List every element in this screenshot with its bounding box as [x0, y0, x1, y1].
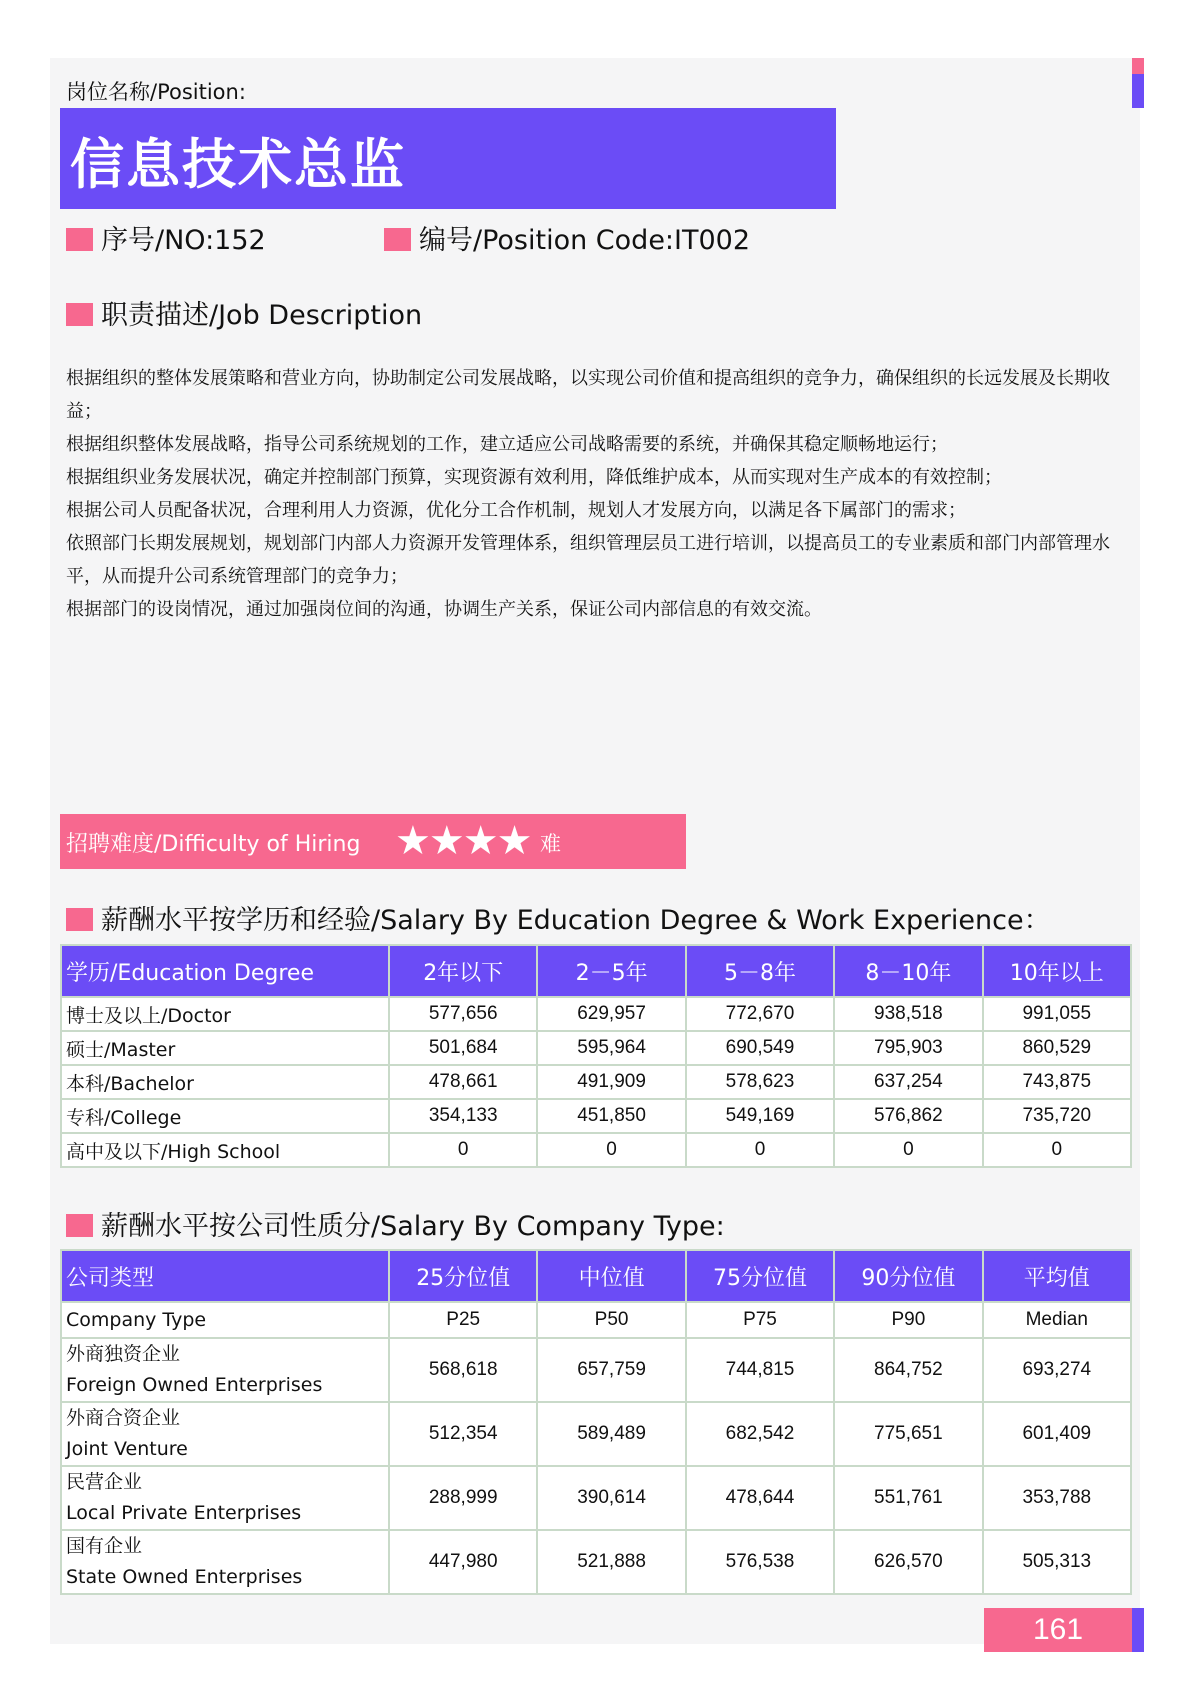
table-cell: P90: [834, 1302, 982, 1338]
table-cell: 501,684: [389, 1031, 537, 1065]
table-cell: Company Type: [61, 1302, 389, 1338]
description-line: 根据部门的设岗情况，通过加强岗位间的沟通，协调生产关系，保证公司内部信息的有效交流。: [66, 599, 822, 620]
table-header-cell: 10年以上: [983, 945, 1131, 997]
description-line: 根据组织的整体发展策略和营业方向，协助制定公司发展战略，以实现公司价值和提高组织的竞争力，确保组织的长远发展及长期收益；: [66, 368, 1110, 422]
position-code: [384, 218, 750, 257]
table-cell: 354,133: [389, 1099, 537, 1133]
salary-company-heading-text: 薪酬水平按公司性质分/Salary By Company Type:: [101, 1211, 725, 1242]
table-cell: 390,614: [537, 1466, 685, 1530]
table-cell: Median: [983, 1302, 1131, 1338]
table-cell: 551,761: [834, 1466, 982, 1530]
table-cell: 0: [983, 1133, 1131, 1167]
table-cell: 512,354: [389, 1402, 537, 1466]
job-description-heading: [66, 293, 422, 332]
description-line: 根据组织业务发展状况，确定并控制部门预算，实现资源有效利用，降低维护成本，从而实现对生产成本的有效控制；: [66, 467, 1002, 488]
table-cell: 693,274: [983, 1338, 1131, 1402]
company-type-en: Joint Venture: [66, 1438, 188, 1460]
table-cell: 991,055: [983, 997, 1131, 1031]
company-type-cell: [61, 1402, 389, 1466]
table-cell: 577,656: [389, 997, 537, 1031]
table-cell: 447,980: [389, 1530, 537, 1594]
table-cell: 本科/Bachelor: [61, 1065, 389, 1099]
position-number: [66, 218, 266, 257]
table-cell: 795,903: [834, 1031, 982, 1065]
table-cell: 549,169: [686, 1099, 834, 1133]
table-cell: P25: [389, 1302, 537, 1338]
table-row: [61, 1402, 1131, 1466]
company-type-en: State Owned Enterprises: [66, 1566, 303, 1588]
corner-accent-pink: [1132, 58, 1144, 74]
table-row: [61, 1031, 1131, 1065]
position-code-text: 编号/Position Code:IT002: [419, 225, 751, 256]
table-cell: 744,815: [686, 1338, 834, 1402]
table-cell: 775,651: [834, 1402, 982, 1466]
hiring-difficulty-word: 难: [540, 832, 561, 856]
table-cell: 601,409: [983, 1402, 1131, 1466]
job-description-heading-text: 职责描述/Job Description: [101, 300, 423, 331]
title-banner: [60, 108, 836, 209]
table-cell: 576,538: [686, 1530, 834, 1594]
page-number: 161: [1032, 1613, 1084, 1646]
salary-education-table: [60, 944, 1132, 1168]
page-number-accent: [1132, 1608, 1144, 1652]
description-line: 依照部门长期发展规划，规划部门内部人力资源开发管理体系，组织管理层员工进行培训，以提高员工的专业素质和部门内部管理水平，从而提升公司系统管理部门的竞争力；: [66, 533, 1110, 587]
salary-education-heading-text: 薪酬水平按学历和经验/Salary By Education Degree & Work Experience：: [101, 905, 1051, 936]
company-type-cell: [61, 1530, 389, 1594]
table-row: [61, 997, 1131, 1031]
table-cell: 521,888: [537, 1530, 685, 1594]
table-header-cell: 90分位值: [834, 1250, 982, 1302]
corner-accent-purple: [1132, 74, 1144, 108]
table-header-row: [61, 945, 1131, 997]
table-cell: 568,618: [389, 1338, 537, 1402]
table-cell: 高中及以下/High School: [61, 1133, 389, 1167]
table-cell: 657,759: [537, 1338, 685, 1402]
position-label: 岗位名称/Position:: [66, 80, 246, 104]
hiring-difficulty-bar: [60, 814, 686, 869]
table-row: [61, 1466, 1131, 1530]
table-cell: 451,850: [537, 1099, 685, 1133]
bullet-square: [66, 228, 93, 251]
page-number-box: [984, 1608, 1134, 1652]
bullet-square: [384, 228, 411, 251]
table-header-cell: 5－8年: [686, 945, 834, 997]
salary-company-table: [60, 1249, 1132, 1595]
bullet-square: [66, 1214, 93, 1237]
table-header-cell: 2年以下: [389, 945, 537, 997]
table-cell: 576,862: [834, 1099, 982, 1133]
table-cell: 735,720: [983, 1099, 1131, 1133]
table-cell: P50: [537, 1302, 685, 1338]
position-number-text: 序号/NO:152: [101, 225, 266, 256]
job-description-body: [66, 362, 1136, 626]
table-row: [61, 1065, 1131, 1099]
table-cell: P75: [686, 1302, 834, 1338]
table-header-cell: 学历/Education Degree: [61, 945, 389, 997]
company-type-cn: 外商合资企业: [66, 1407, 181, 1429]
table-cell: 637,254: [834, 1065, 982, 1099]
description-line: 根据组织整体发展战略，指导公司系统规划的工作，建立适应公司战略需要的系统，并确保其稳定顺畅地运行；: [66, 434, 948, 455]
company-type-en: Foreign Owned Enterprises: [66, 1374, 323, 1396]
table-row: [61, 1099, 1131, 1133]
salary-company-heading: [66, 1204, 725, 1243]
table-cell: 505,313: [983, 1530, 1131, 1594]
table-cell: 478,644: [686, 1466, 834, 1530]
table-cell: 864,752: [834, 1338, 982, 1402]
table-cell: 578,623: [686, 1065, 834, 1099]
table-header-cell: 75分位值: [686, 1250, 834, 1302]
table-header-cell: 公司类型: [61, 1250, 389, 1302]
company-type-cn: 民营企业: [66, 1471, 143, 1493]
salary-education-heading: [66, 898, 1051, 937]
table-header-cell: 25分位值: [389, 1250, 537, 1302]
table-cell: 专科/College: [61, 1099, 389, 1133]
table-cell: 860,529: [983, 1031, 1131, 1065]
table-header-cell: 8－10年: [834, 945, 982, 997]
table-cell: 682,542: [686, 1402, 834, 1466]
table-cell: 博士及以上/Doctor: [61, 997, 389, 1031]
description-line: 根据公司人员配备状况，合理利用人力资源，优化分工合作机制，规划人才发展方向，以满足各下属部门的需求；: [66, 500, 966, 521]
table-row: [61, 1338, 1131, 1402]
company-type-en: Local Private Enterprises: [66, 1502, 302, 1524]
hiring-difficulty-label: 招聘难度/Difficulty of Hiring: [66, 832, 361, 857]
table-cell: 743,875: [983, 1065, 1131, 1099]
table-cell: 0: [686, 1133, 834, 1167]
star-rating-icon: ★★★★: [395, 818, 531, 864]
table-cell: 0: [389, 1133, 537, 1167]
table-cell: 491,909: [537, 1065, 685, 1099]
bullet-square: [66, 303, 93, 326]
table-cell: 288,999: [389, 1466, 537, 1530]
table-header-cell: 平均值: [983, 1250, 1131, 1302]
table-row: [61, 1133, 1131, 1167]
table-row: [61, 1530, 1131, 1594]
company-type-cn: 外商独资企业: [66, 1343, 181, 1365]
bullet-square: [66, 908, 93, 931]
table-cell: 938,518: [834, 997, 982, 1031]
table-subheader-row: [61, 1302, 1131, 1338]
position-title: 信息技术总监: [70, 133, 406, 196]
table-cell: 629,957: [537, 997, 685, 1031]
table-cell: 353,788: [983, 1466, 1131, 1530]
table-cell: 0: [834, 1133, 982, 1167]
table-header-cell: 2－5年: [537, 945, 685, 997]
table-cell: 690,549: [686, 1031, 834, 1065]
table-cell: 595,964: [537, 1031, 685, 1065]
company-type-cell: [61, 1466, 389, 1530]
company-type-cell: [61, 1338, 389, 1402]
table-cell: 478,661: [389, 1065, 537, 1099]
table-header-cell: 中位值: [537, 1250, 685, 1302]
table-cell: 626,570: [834, 1530, 982, 1594]
company-type-cn: 国有企业: [66, 1535, 143, 1557]
table-cell: 772,670: [686, 997, 834, 1031]
table-cell: 硕士/Master: [61, 1031, 389, 1065]
table-header-row: [61, 1250, 1131, 1302]
table-cell: 0: [537, 1133, 685, 1167]
table-cell: 589,489: [537, 1402, 685, 1466]
